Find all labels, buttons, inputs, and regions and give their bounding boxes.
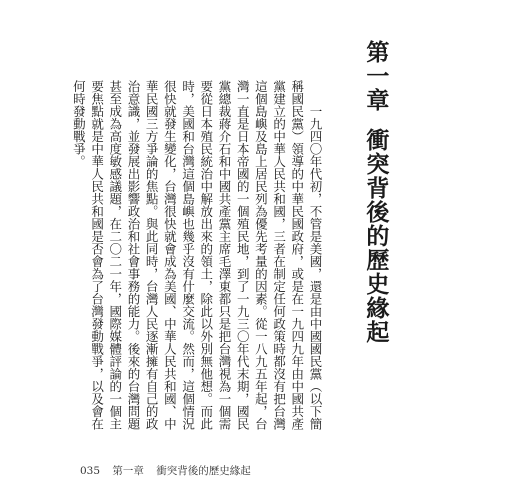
paragraph: 一九四〇年代初，不管是美國，還是由中國國民黨（以下簡稱國民黨）領導的中華民國政府，或是在一九四九年由中國共產黨建立的中華人民共和國，三者在制定任何政策時都沒有把台灣這個島嶼及島上居民列為優先考量的因素。從一八九五年起，台灣一直是日本帝國的一個殖民地，到了一九三〇年代末期，國民黨總裁蔣介石和中國共產黨主席毛澤東都只是把台灣視為一個需要從日本殖民統治中解放出來的領土，除此以外別無他想。而此時，美國和台灣這個島嶼也幾乎沒有什麼交流。然而，這個情況很快就發生變化，台灣很快就會成為美國、中華人民共和國、中華民國三方爭論的焦點。與此同時，台灣人民逐漸擁有自己的政治意識，並發展出影響政治和社會事務的能力。後來的台灣問題甚至成為高度敏感議題，在二〇二一年，國際媒體評論的一個主要焦點就是中華人民共和國是否會為了台灣發動戰爭，以及會在何時發動戰爭。: [71, 80, 323, 430]
chapter-title: 衝突背後的歷史緣起: [362, 128, 390, 344]
chapter-heading: [357, 40, 393, 460]
running-chapter-title: 衝突背後的歷史緣起: [156, 465, 251, 477]
page-footer: [80, 463, 260, 478]
running-chapter-label: 第一章: [112, 465, 144, 477]
body-text: [69, 80, 324, 430]
page-number: 035: [80, 465, 101, 477]
chapter-number: 第一章: [362, 40, 390, 112]
